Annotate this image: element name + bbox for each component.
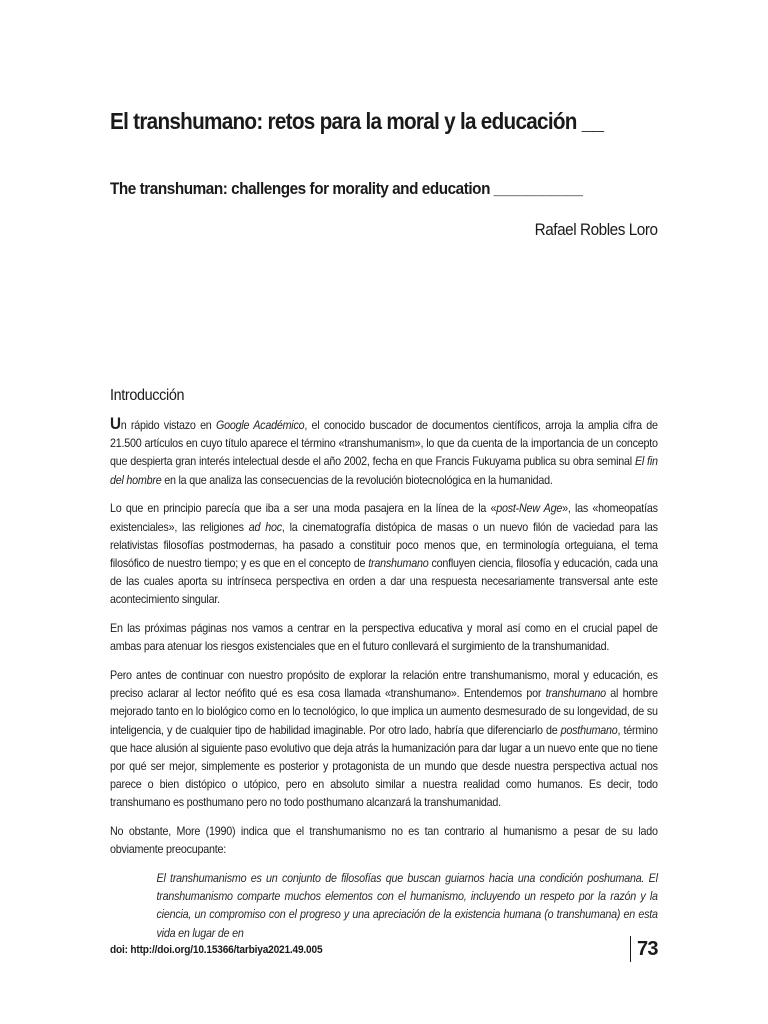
drop-cap: U <box>110 414 121 433</box>
italic-term: post-New Age <box>496 501 563 516</box>
italic-term: posthumano <box>560 722 618 737</box>
text-span: confluyen ciencia, filosofía y educación, cada una de las cuales aporta su intrínseca perspectiva en orden a dar una respuesta necesariamente transversal ante este acontecimiento singular. <box>110 555 658 607</box>
text-span: Pero antes de continuar con nuestro propósito de explorar la relación entre transhumanismo, moral y educación, es preciso aclarar al lector neófito qué es esa cosa llamada «transhumano». Entendemos por <box>110 667 658 701</box>
italic-term: transhumano <box>368 555 429 570</box>
italic-term: ad hoc <box>248 519 282 534</box>
article-body <box>110 416 658 942</box>
page-number: 73 <box>630 936 658 962</box>
text-span: En las próximas páginas nos vamos a centrar en la perspectiva educativa y moral así como en el crucial papel de ambas para atenuar los riesgos existenciales que en el futuro conllevará el surgimiento de la transhumanidad. <box>110 621 658 654</box>
text-span: , el conocido buscador de documentos científicos, arroja la amplia cifra de 21.500 artículos en cuyo título aparece el término «transhumanism», lo que da cuenta de la importancia de un concepto que despierta gran interés intelectual desde el año 2002, fecha en que Francis Fukuyama publica su obra seminal <box>110 418 658 469</box>
italic-term: transhumano <box>545 686 606 701</box>
italic-term: Google Académico <box>215 418 305 432</box>
text-span: n rápido vistazo en <box>120 418 216 432</box>
text-span: , la cinematografía distópica de masas o un nuevo filón de vaciedad para las relativistas filosofías postmodernas, ha pasado a constituir poco menos que, en terminología orteguiana, el tema filosófico de nuestro tiempo; y es que en el concepto de <box>110 519 658 570</box>
article-subtitle-english: The transhuman: challenges for morality and education ___________ <box>110 179 583 198</box>
text-span: al hombre mejorado tanto en lo biológico como en lo tecnológico, lo que implica un aumento desmesurado de su longevidad, de su inteligencia, y de cualquier tipo de habilidad imaginable. Por otro lado, habría que diferenciarlo de <box>110 686 658 737</box>
author-name: Rafael Robles Loro <box>535 220 658 239</box>
text-span: en la que analiza las consecuencias de la revolución biotecnológica en la humanidad. <box>161 472 553 487</box>
article-title: El transhumano: retos para la moral y la educación __ <box>110 108 604 134</box>
block-quote: El transhumanismo es un conjunto de filosofías que buscan guiarnos hacia una condición poshumana. El transhumanismo comparte muchos elementos con el humanismo, incluyendo un respeto por la razón y la ciencia, un compromiso con el progreso y una apreciación de la existencia humana (o transhumana) en esta vida en lugar de en <box>156 870 658 940</box>
paragraph-3 <box>110 619 658 655</box>
italic-term: El fin del hombre <box>110 454 658 487</box>
paragraph-1 <box>110 416 658 489</box>
text-span: », las «homeopatías existenciales», las religiones <box>110 501 658 534</box>
doi-link[interactable]: doi: http://doi.org/10.15366/tarbiya2021.49.005 <box>110 944 323 956</box>
text-span: No obstante, More (1990) indica que el transhumanismo no es tan contrario al humanismo a pesar de su lado obviamente preocupante: <box>110 824 658 857</box>
paragraph-5 <box>110 822 658 858</box>
text-span: Lo que en principio parecía que iba a ser una moda pasajera en la línea de la « <box>110 501 497 516</box>
paragraph-4 <box>110 666 658 812</box>
paragraph-2 <box>110 499 658 608</box>
text-span: , término que hace alusión al siguiente paso evolutivo que deja atrás la humanización para dar lugar a un nuevo ente que no tiene por qué ser mejor, simplemente es posterior y protagonista de un mundo que desde nuestra perspectiva actual nos parece o bien distópico o utópico, pero en absoluto similar a nuestra realidad como humanos. Es decir, todo transhumano es posthumano pero no todo posthumano alcanzará la transhumanidad. <box>110 722 658 810</box>
section-heading: Introducción <box>110 387 185 404</box>
